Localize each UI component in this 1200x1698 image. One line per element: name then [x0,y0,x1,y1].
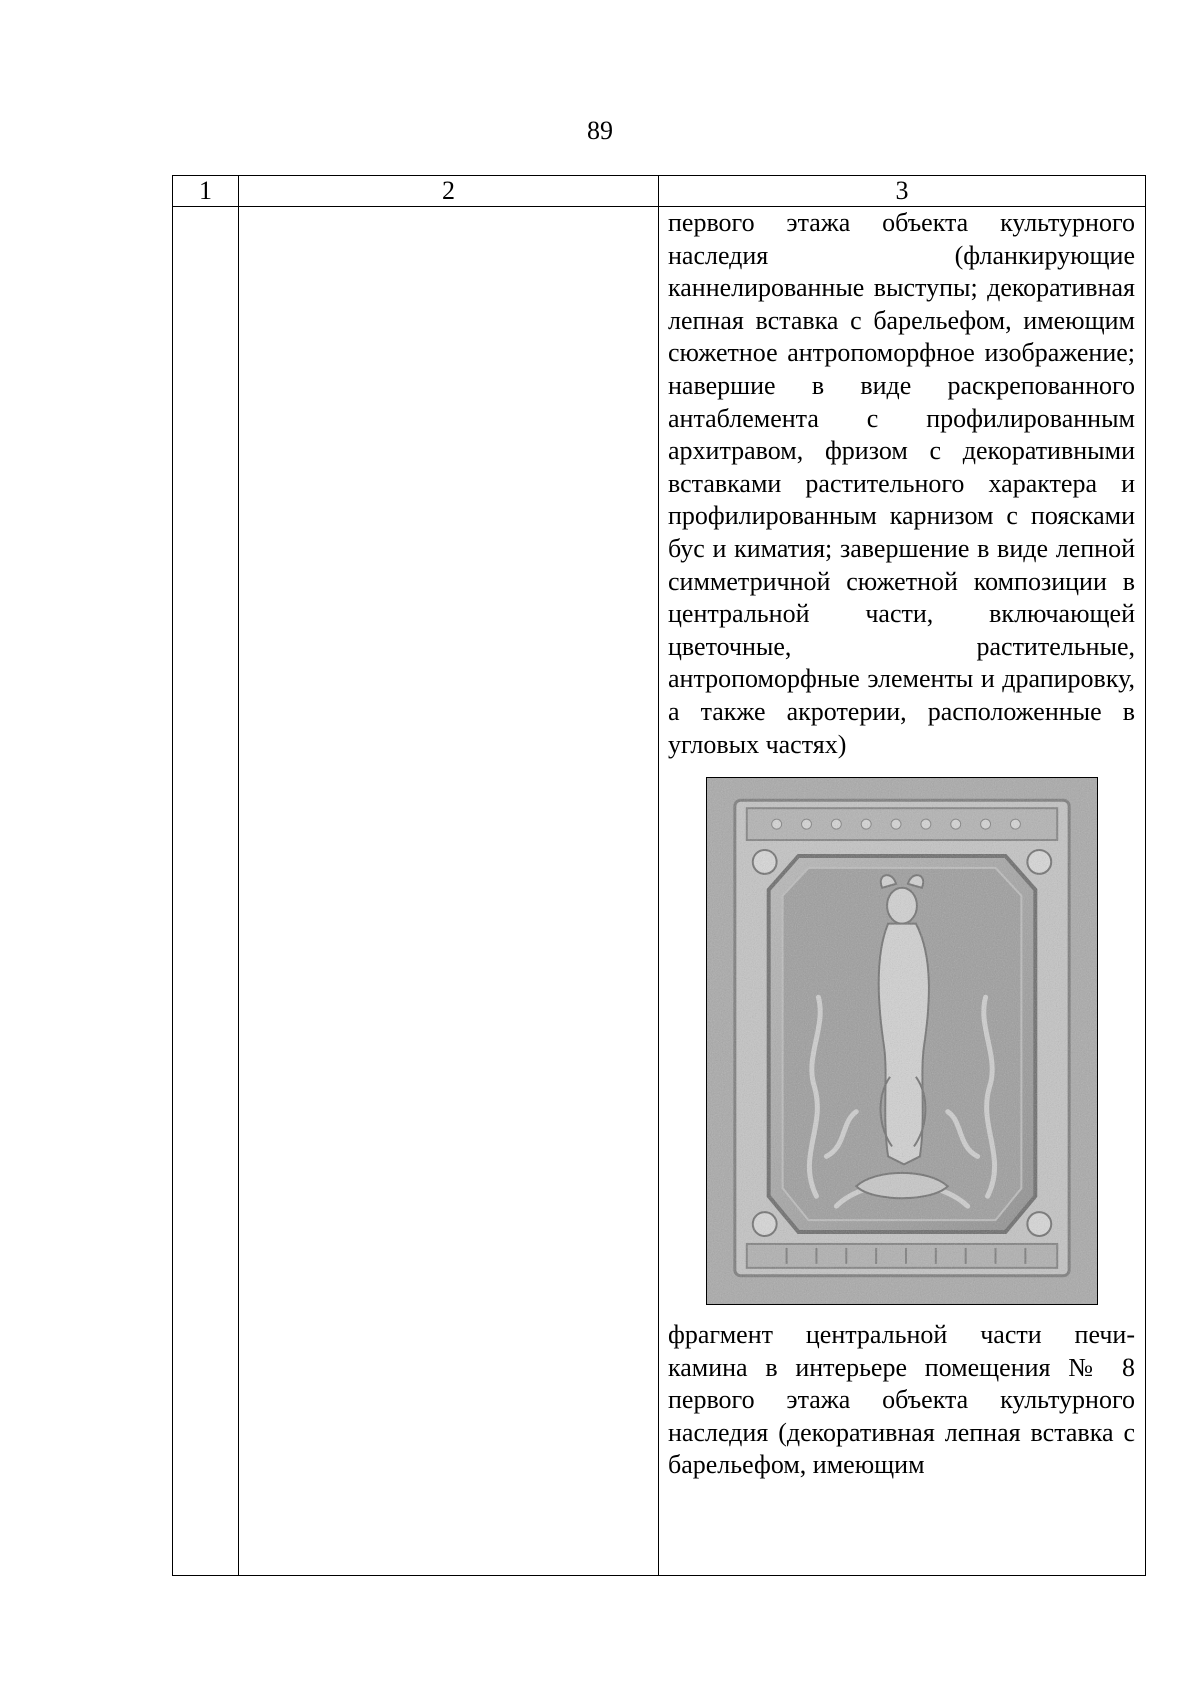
heritage-table [172,175,1146,1576]
column-header-3: 3 [659,176,1146,207]
table-row [173,207,1146,1576]
bas-relief-photo [706,777,1098,1305]
table-header-row [173,176,1146,207]
description-text: первого этажа объекта культурного наследия (фланкирующие каннелированные выступы; декоративная лепная вставка с барельефом, имеющим сюжетное антропоморфное изображение; навершие в виде раскрепованного антаблемента с профилированным архитравом, фризом с декоративными вставками растительного характера и профилированным карнизом с поясками бус и киматия; завершение в виде лепной симметричной сюжетной композиции в центральной части, включающей цветочные, растительные, антропоморфные элементы и драпировку, а также акротерии, расположенные в угловых частях) [668,208,1135,759]
column-header-1: 1 [173,176,239,207]
photo-container [659,777,1145,1305]
page-number: 89 [587,116,613,145]
column-header-2: 2 [239,176,659,207]
caption-text: фрагмент центральной части печи-камина в интерьере помещения № 8 первого этажа объекта культурного наследия (декоративная лепная вставка с барельефом, имеющим [668,1320,1135,1480]
cell-object-name [239,207,659,1576]
cell-description [659,207,1146,1576]
cell-number [173,207,239,1576]
